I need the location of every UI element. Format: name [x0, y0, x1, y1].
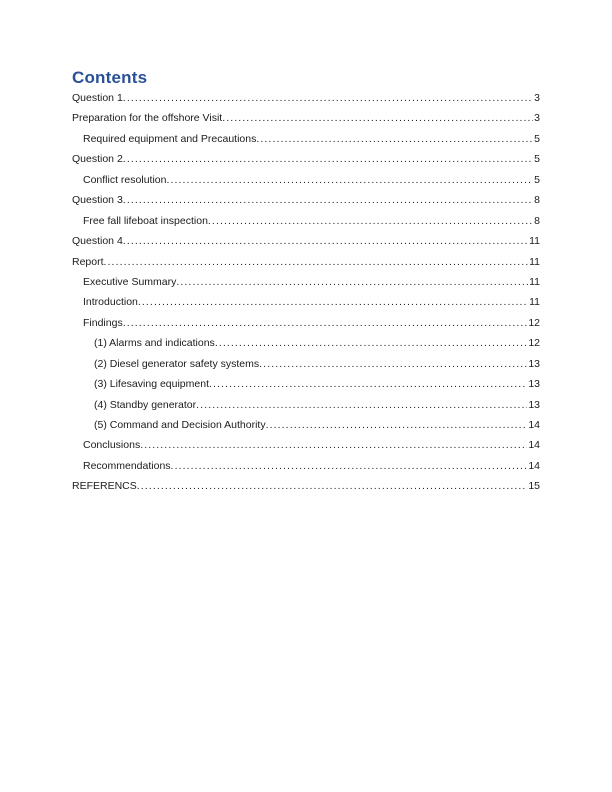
toc-entry[interactable]: [72, 399, 540, 419]
toc-entry-label: Recommendations: [83, 459, 171, 472]
toc-entry-label: (1) Alarms and indications: [94, 337, 215, 350]
toc-entry-label: Question 4: [72, 235, 123, 248]
toc-page-number: 11: [529, 235, 540, 248]
toc-leader-dots: [171, 460, 528, 473]
toc-entry-label: Required equipment and Precautions: [83, 132, 257, 145]
toc-leader-dots: [123, 235, 528, 248]
toc-leader-dots: [209, 378, 527, 391]
toc-page-number: 12: [528, 316, 540, 329]
toc-entry-label: (5) Command and Decision Authority: [94, 419, 266, 431]
toc-entry[interactable]: [72, 317, 540, 337]
toc-page-number: 3: [534, 92, 540, 104]
toc-leader-dots: [196, 399, 527, 412]
toc-entry[interactable]: [72, 419, 540, 439]
toc-entry[interactable]: [72, 439, 540, 459]
toc-page-number: 13: [528, 398, 540, 411]
toc-entry-label: Findings: [83, 316, 123, 329]
toc-leader-dots: [140, 439, 527, 452]
toc-page-number: 14: [528, 439, 540, 452]
toc-leader-dots: [123, 194, 533, 207]
toc-entry[interactable]: [72, 337, 540, 357]
toc-entry-label: REFERENCS: [72, 480, 137, 493]
toc-entry-label: Question 1: [72, 92, 123, 104]
toc-page-number: 11: [529, 296, 540, 309]
toc-entry-label: (4) Standby generator: [94, 398, 197, 411]
toc-leader-dots: [123, 153, 533, 166]
toc-entry-label: Report: [72, 255, 104, 268]
toc-page-number: 13: [528, 357, 540, 370]
toc-entry-label: Conflict resolution: [83, 173, 167, 186]
toc-entry[interactable]: [72, 378, 540, 398]
toc-entry-label: (3) Lifesaving equipment: [94, 378, 209, 391]
toc-entry-label: Free fall lifeboat inspection: [83, 214, 208, 227]
toc-page-number: 11: [529, 255, 540, 268]
toc-entry[interactable]: [72, 480, 540, 500]
toc-page-number: 5: [534, 153, 540, 166]
toc-entry[interactable]: [72, 358, 540, 378]
toc-leader-dots: [104, 256, 529, 269]
toc-entry[interactable]: [72, 112, 540, 132]
table-of-contents: [72, 68, 540, 501]
toc-entry[interactable]: [72, 296, 540, 316]
toc-entry-label: Introduction: [83, 296, 138, 309]
toc-entry[interactable]: [72, 174, 540, 194]
toc-entry-label: Question 2: [72, 153, 123, 166]
toc-entry-label: (2) Diesel generator safety systems: [94, 357, 260, 370]
toc-page-number: 13: [528, 378, 540, 391]
toc-page-number: 3: [534, 112, 540, 125]
toc-leader-dots: [215, 337, 528, 350]
toc-entry-label: Question 3: [72, 194, 123, 207]
toc-leader-dots: [176, 276, 528, 289]
toc-leader-dots: [123, 92, 533, 105]
toc-entry[interactable]: [72, 133, 540, 153]
toc-entry-label: Preparation for the offshore Visit: [72, 112, 223, 125]
toc-entry[interactable]: [72, 235, 540, 255]
toc-leader-dots: [166, 174, 533, 187]
toc-entry[interactable]: [72, 256, 540, 276]
toc-entry[interactable]: [72, 215, 540, 235]
toc-page-number: 12: [528, 337, 540, 350]
toc-page-number: 14: [528, 419, 540, 431]
toc-page-number: 11: [529, 275, 540, 288]
toc-list: [72, 92, 540, 501]
toc-leader-dots: [256, 133, 533, 146]
toc-leader-dots: [208, 215, 533, 228]
toc-leader-dots: [266, 419, 528, 432]
toc-entry[interactable]: [72, 194, 540, 214]
toc-page-number: 5: [534, 132, 540, 145]
toc-page-number: 14: [528, 459, 540, 472]
toc-leader-dots: [259, 358, 527, 371]
toc-entry[interactable]: [72, 153, 540, 173]
toc-leader-dots: [222, 112, 533, 125]
toc-entry[interactable]: [72, 92, 540, 112]
contents-heading: Contents: [72, 68, 148, 87]
toc-page-number: 8: [534, 214, 540, 227]
toc-page-number: 8: [534, 194, 540, 207]
toc-page-number: 5: [534, 173, 540, 186]
toc-leader-dots: [138, 296, 528, 309]
toc-entry-label: Executive Summary: [83, 275, 177, 288]
toc-entry[interactable]: [72, 460, 540, 480]
toc-entry-label: Conclusions: [83, 439, 141, 452]
toc-entry[interactable]: [72, 276, 540, 296]
toc-leader-dots: [123, 317, 528, 330]
toc-leader-dots: [137, 480, 528, 493]
toc-page-number: 15: [528, 480, 540, 493]
